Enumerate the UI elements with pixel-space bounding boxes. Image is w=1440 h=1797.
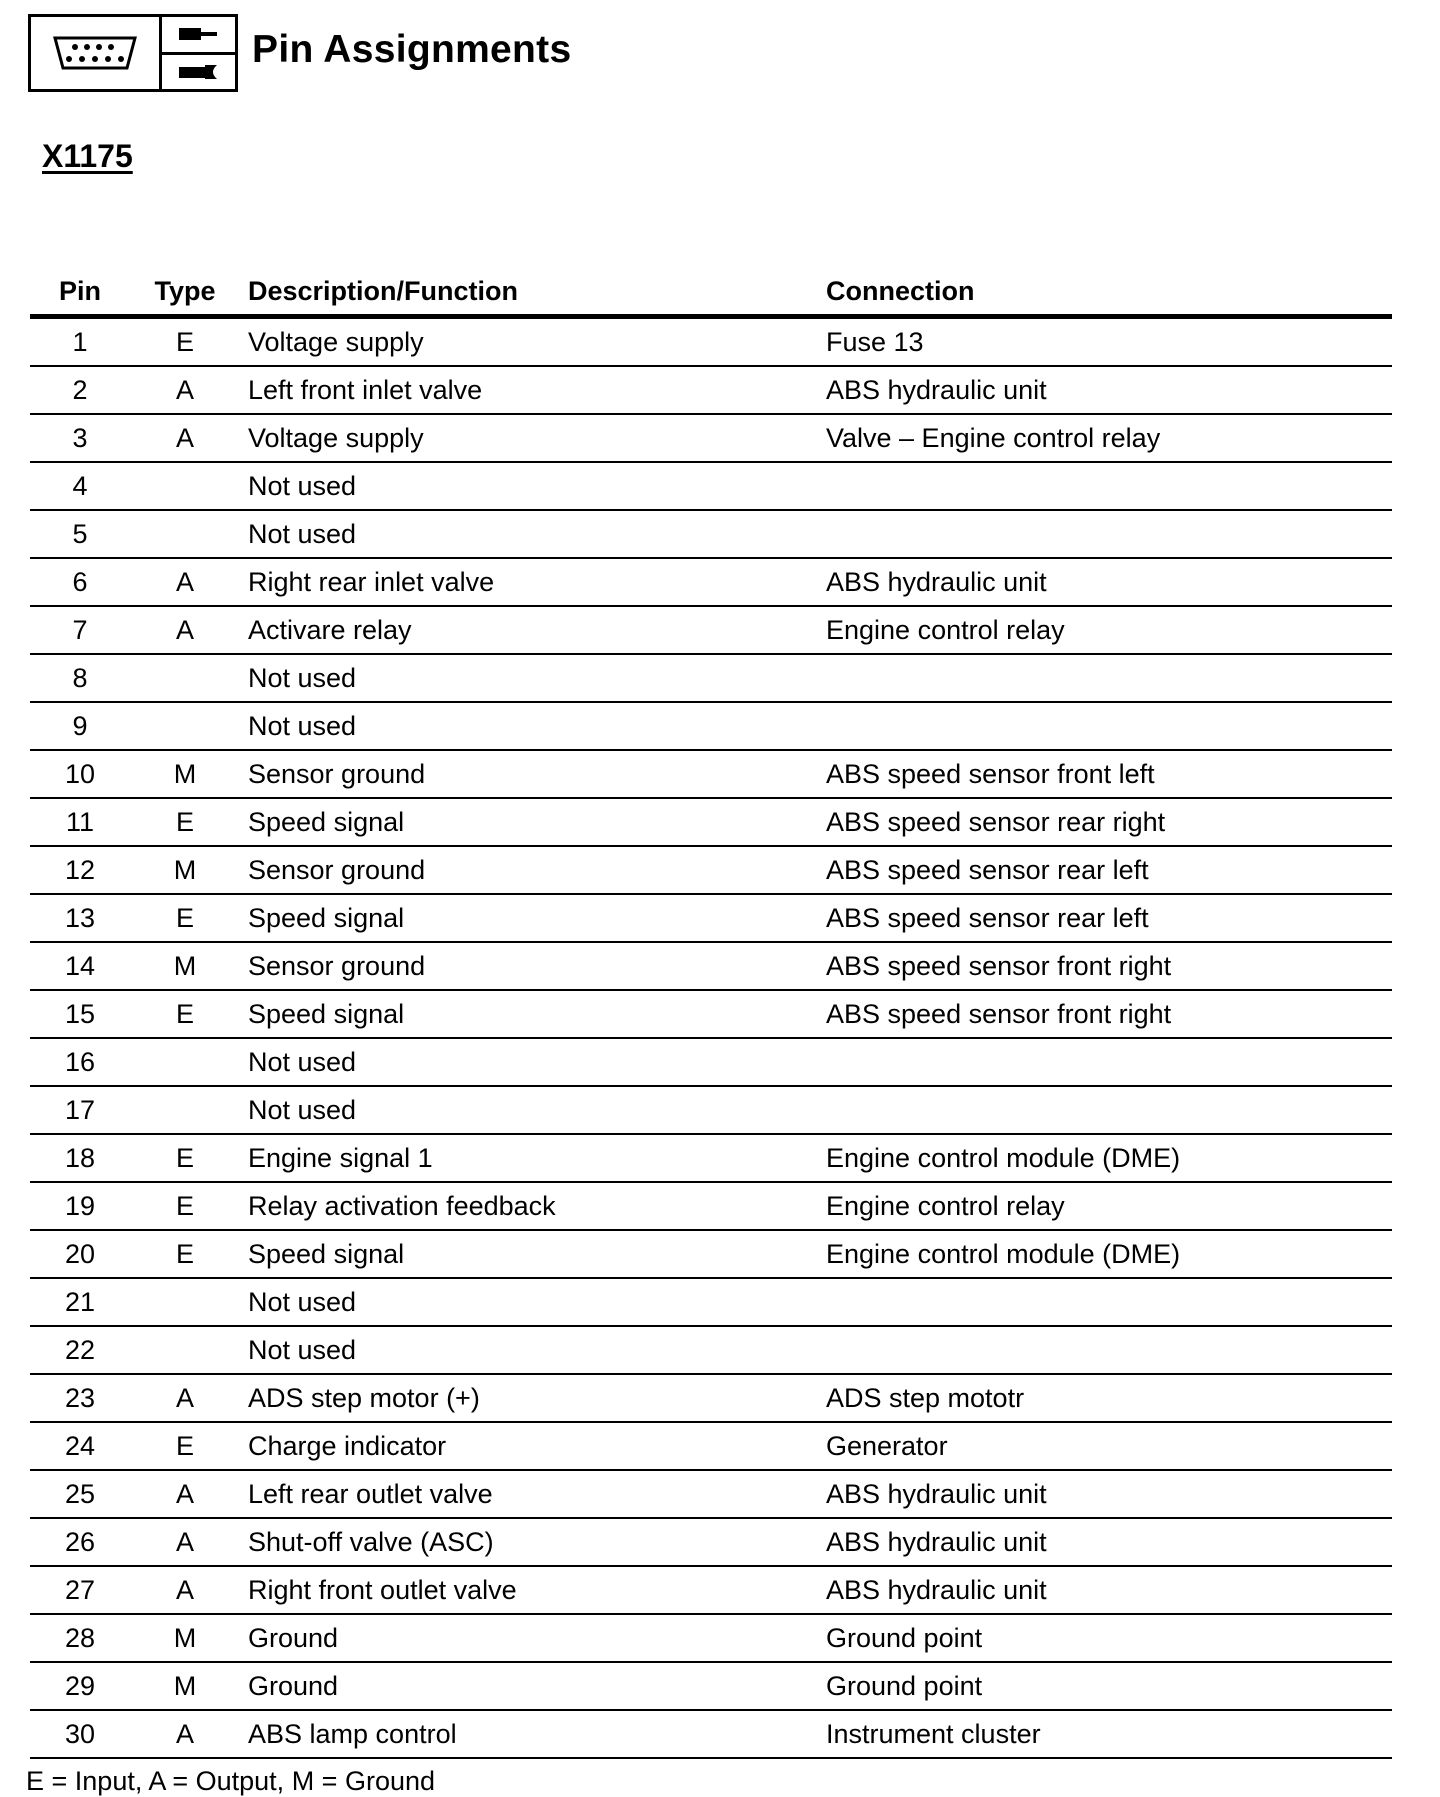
table-row [30, 942, 1392, 990]
table-row [30, 1278, 1392, 1326]
description-cell: Right front outlet valve [240, 1566, 826, 1614]
description-cell: Engine signal 1 [240, 1134, 826, 1182]
pin-cell: 2 [30, 366, 130, 414]
pin-cell: 18 [30, 1134, 130, 1182]
description-cell: Not used [240, 702, 826, 750]
connection-cell: ABS hydraulic unit [826, 558, 1392, 606]
pin-cell: 11 [30, 798, 130, 846]
table-row [30, 1134, 1392, 1182]
table-row [30, 654, 1392, 702]
table-row [30, 798, 1392, 846]
pin-cell: 3 [30, 414, 130, 462]
pin-male-icon [162, 17, 235, 55]
pin-cell: 24 [30, 1422, 130, 1470]
pin-cell: 7 [30, 606, 130, 654]
description-cell: Activare relay [240, 606, 826, 654]
connection-cell: Ground point [826, 1614, 1392, 1662]
connection-cell: Valve – Engine control relay [826, 414, 1392, 462]
table-row [30, 366, 1392, 414]
connection-cell: Engine control relay [826, 1182, 1392, 1230]
description-cell: Speed signal [240, 990, 826, 1038]
type-cell: E [130, 798, 240, 846]
description-cell: ABS lamp control [240, 1710, 826, 1758]
table-row [30, 1518, 1392, 1566]
connection-cell: ABS speed sensor rear right [826, 798, 1392, 846]
description-cell: Relay activation feedback [240, 1182, 826, 1230]
connection-cell [826, 702, 1392, 750]
table-row [30, 1326, 1392, 1374]
type-cell: A [130, 414, 240, 462]
pin-cell: 23 [30, 1374, 130, 1422]
pin-assignment-table [30, 268, 1392, 1759]
connection-cell [826, 1326, 1392, 1374]
pin-cell: 26 [30, 1518, 130, 1566]
pin-cell: 30 [30, 1710, 130, 1758]
connection-cell: ABS speed sensor rear left [826, 894, 1392, 942]
type-cell: A [130, 366, 240, 414]
column-header-description: Description/Function [240, 268, 826, 317]
connection-cell: Fuse 13 [826, 317, 1392, 367]
description-cell: Voltage supply [240, 317, 826, 367]
type-cell: M [130, 942, 240, 990]
pin-cell: 12 [30, 846, 130, 894]
description-cell: Not used [240, 1038, 826, 1086]
description-cell: Not used [240, 1278, 826, 1326]
description-cell: Ground [240, 1614, 826, 1662]
type-cell: M [130, 1662, 240, 1710]
type-cell: A [130, 1518, 240, 1566]
type-cell: A [130, 606, 240, 654]
pin-cell: 16 [30, 1038, 130, 1086]
type-legend: E = Input, A = Output, M = Ground [26, 1766, 436, 1796]
description-cell: Shut-off valve (ASC) [240, 1518, 826, 1566]
table-row [30, 317, 1392, 367]
table-row [30, 1038, 1392, 1086]
table-row [30, 558, 1392, 606]
column-header-connection: Connection [826, 268, 1392, 317]
column-header-pin: Pin [30, 268, 130, 317]
table-row [30, 1614, 1392, 1662]
connection-cell: ABS speed sensor rear left [826, 846, 1392, 894]
table-row [30, 414, 1392, 462]
table-header-row [30, 268, 1392, 317]
description-cell: Sensor ground [240, 846, 826, 894]
type-cell [130, 1038, 240, 1086]
pin-cell: 4 [30, 462, 130, 510]
connection-cell: Instrument cluster [826, 1710, 1392, 1758]
table-row [30, 1566, 1392, 1614]
table-row [30, 990, 1392, 1038]
description-cell: Not used [240, 510, 826, 558]
connection-cell: ABS hydraulic unit [826, 1470, 1392, 1518]
type-cell: A [130, 1470, 240, 1518]
connector-id: X1175 [42, 138, 133, 174]
pin-cell: 27 [30, 1566, 130, 1614]
type-cell: E [130, 990, 240, 1038]
table-row [30, 702, 1392, 750]
connection-cell: Engine control relay [826, 606, 1392, 654]
table-row [30, 1230, 1392, 1278]
connector-header-icon [28, 14, 238, 92]
type-cell: E [130, 1134, 240, 1182]
connection-cell: ABS speed sensor front right [826, 990, 1392, 1038]
pin-cell: 10 [30, 750, 130, 798]
table-row [30, 1422, 1392, 1470]
connection-cell: Generator [826, 1422, 1392, 1470]
type-cell [130, 1278, 240, 1326]
table-row [30, 846, 1392, 894]
connector-plug-icon [31, 17, 162, 89]
description-cell: ADS step motor (+) [240, 1374, 826, 1422]
description-cell: Sensor ground [240, 942, 826, 990]
table-row [30, 894, 1392, 942]
description-cell: Speed signal [240, 894, 826, 942]
pin-cell: 20 [30, 1230, 130, 1278]
description-cell: Left rear outlet valve [240, 1470, 826, 1518]
connection-cell [826, 1278, 1392, 1326]
table-row [30, 1086, 1392, 1134]
pin-cell: 8 [30, 654, 130, 702]
description-cell: Right rear inlet valve [240, 558, 826, 606]
connection-cell: Ground point [826, 1662, 1392, 1710]
pin-cell: 5 [30, 510, 130, 558]
pin-cell: 17 [30, 1086, 130, 1134]
type-cell [130, 702, 240, 750]
connection-cell: ABS hydraulic unit [826, 1518, 1392, 1566]
connection-cell: ADS step mototr [826, 1374, 1392, 1422]
type-cell: E [130, 1230, 240, 1278]
pin-cell: 25 [30, 1470, 130, 1518]
description-cell: Charge indicator [240, 1422, 826, 1470]
connection-cell: ABS hydraulic unit [826, 1566, 1392, 1614]
connection-cell: ABS speed sensor front right [826, 942, 1392, 990]
connection-cell [826, 1086, 1392, 1134]
table-row [30, 510, 1392, 558]
description-cell: Not used [240, 462, 826, 510]
type-cell: M [130, 1614, 240, 1662]
type-cell: M [130, 846, 240, 894]
connection-cell: ABS hydraulic unit [826, 366, 1392, 414]
pin-cell: 9 [30, 702, 130, 750]
description-cell: Sensor ground [240, 750, 826, 798]
description-cell: Left front inlet valve [240, 366, 826, 414]
pin-cell: 1 [30, 317, 130, 367]
pin-cell: 15 [30, 990, 130, 1038]
connection-cell [826, 654, 1392, 702]
type-cell: E [130, 317, 240, 367]
connection-cell [826, 510, 1392, 558]
description-cell: Not used [240, 654, 826, 702]
type-cell [130, 510, 240, 558]
pin-cell: 19 [30, 1182, 130, 1230]
table-row [30, 750, 1392, 798]
connection-cell: Engine control module (DME) [826, 1134, 1392, 1182]
connection-cell: ABS speed sensor front left [826, 750, 1392, 798]
column-header-type: Type [130, 268, 240, 317]
table-row [30, 606, 1392, 654]
page-title: Pin Assignments [252, 28, 572, 71]
type-cell: A [130, 558, 240, 606]
description-cell: Speed signal [240, 798, 826, 846]
connection-cell [826, 1038, 1392, 1086]
type-cell: E [130, 1182, 240, 1230]
pin-female-icon [162, 55, 235, 90]
type-cell: A [130, 1566, 240, 1614]
pin-cell: 6 [30, 558, 130, 606]
type-cell [130, 654, 240, 702]
type-cell: A [130, 1374, 240, 1422]
type-cell [130, 1326, 240, 1374]
pin-cell: 14 [30, 942, 130, 990]
type-cell: M [130, 750, 240, 798]
description-cell: Voltage supply [240, 414, 826, 462]
table-row [30, 1182, 1392, 1230]
pin-cell: 22 [30, 1326, 130, 1374]
pin-cell: 13 [30, 894, 130, 942]
description-cell: Speed signal [240, 1230, 826, 1278]
connection-cell: Engine control module (DME) [826, 1230, 1392, 1278]
table-row [30, 1662, 1392, 1710]
pin-cell: 21 [30, 1278, 130, 1326]
type-cell [130, 462, 240, 510]
table-row [30, 1710, 1392, 1758]
table-row [30, 462, 1392, 510]
type-cell: A [130, 1710, 240, 1758]
type-cell: E [130, 894, 240, 942]
type-cell: E [130, 1422, 240, 1470]
description-cell: Not used [240, 1086, 826, 1134]
description-cell: Not used [240, 1326, 826, 1374]
type-cell [130, 1086, 240, 1134]
pin-cell: 29 [30, 1662, 130, 1710]
description-cell: Ground [240, 1662, 826, 1710]
connection-cell [826, 462, 1392, 510]
pin-cell: 28 [30, 1614, 130, 1662]
table-row [30, 1470, 1392, 1518]
table-row [30, 1374, 1392, 1422]
